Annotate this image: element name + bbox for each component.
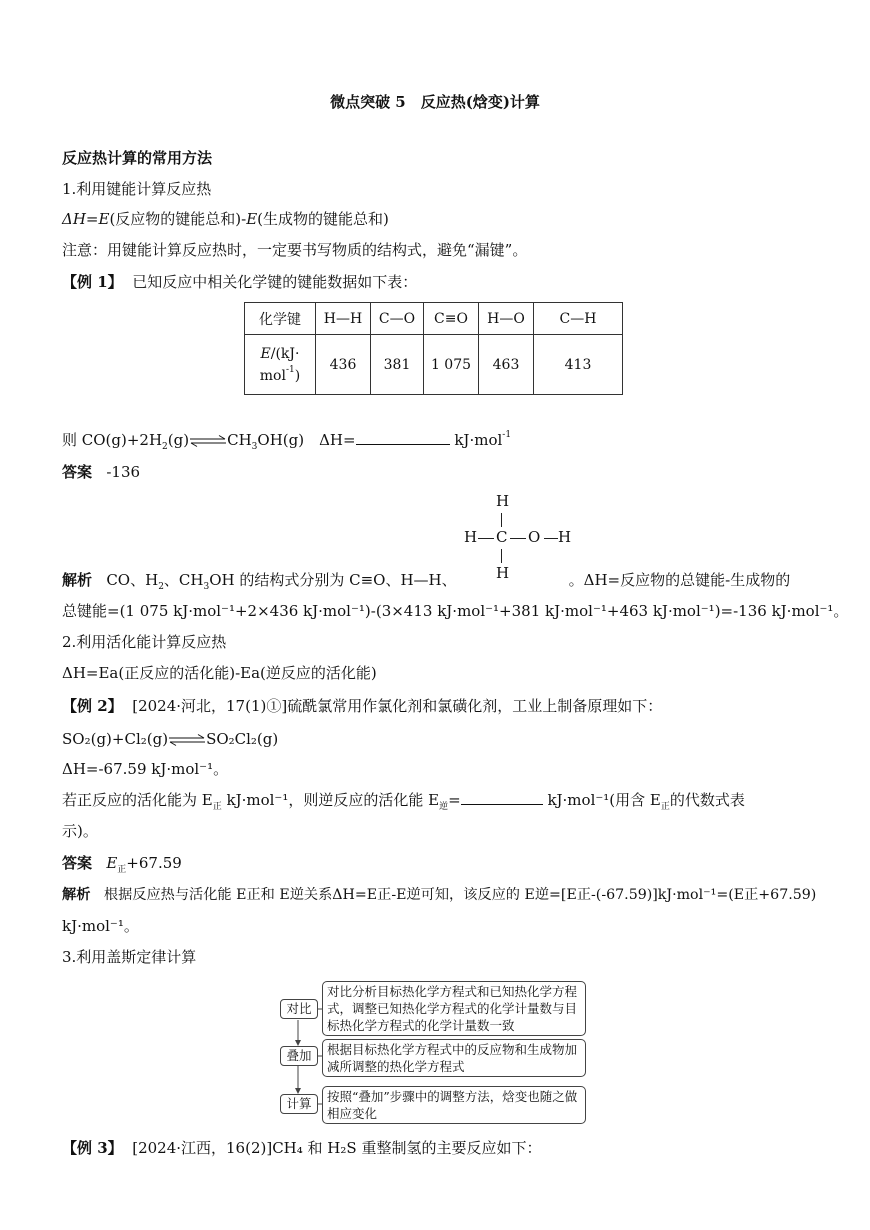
table-value: 1 075	[424, 335, 479, 395]
table-bond: H—H	[316, 303, 371, 335]
example1-prompt: 【例 1】 已知反应中相关化学键的键能数据如下表：	[62, 273, 418, 291]
bond-energy-table	[244, 302, 623, 395]
method2-heading: 2.利用活化能计算反应热	[62, 633, 227, 651]
example2-dh: ΔH=-67.59 kJ·mol⁻¹。	[62, 760, 229, 778]
example1-analysis-line2: 总键能=(1 075 kJ·mol⁻¹+2×436 kJ·mol⁻¹)-(3×413 kJ·mol⁻¹+381 kJ·mol⁻¹+463 kJ·mol⁻¹)=-136 kJ·mol⁻¹。	[62, 602, 849, 620]
page-title: 微点突破 5 反应热(焓变)计算	[330, 93, 540, 111]
method1-heading: 1.利用键能计算反应热	[62, 180, 212, 198]
example3-tag: 【例 3】	[62, 1139, 123, 1157]
table-bond: H—O	[479, 303, 534, 335]
example2-answer: 答案 $E_正+67.59$	[62, 854, 182, 875]
table-value: 381	[371, 335, 424, 395]
method1-formula: ΔH=E(反应物的键能总和)-E(生成物的键能总和)	[62, 210, 389, 228]
flow-desc-compare: 对比分析目标热化学方程式和已知热化学方程式，调整已知热化学方程式的化学计量数与目标热化学方程式的化学计量数一致	[322, 981, 586, 1036]
table-value: 413	[534, 335, 623, 395]
example1-tag: 【例 1】	[62, 273, 123, 291]
example2-question-line2: 示)。	[62, 822, 98, 840]
example1-analysis-line1: 解析 CO、$H_2$、$CH_3OH$ 的结构式分别为 C≡O、H—H、 。ΔH=反应物的总键能-生成物的	[62, 571, 791, 592]
example1-answer: 答案 -136	[62, 463, 141, 481]
equilibrium-arrow-icon	[168, 734, 206, 746]
equilibrium-arrow-icon	[189, 435, 227, 447]
method2-formula: ΔH=Ea(正反应的活化能)-Ea(逆反应的活化能)	[62, 664, 377, 682]
table-value: 436	[316, 335, 371, 395]
answer-blank	[356, 430, 450, 445]
flow-step-calc: 计算	[280, 1094, 318, 1114]
flow-step-compare: 对比	[280, 999, 318, 1019]
table-row-label: E/(kJ· mol$^{-1}$)	[245, 335, 316, 395]
section-heading: 反应热计算的常用方法	[62, 149, 213, 167]
method3-heading: 3.利用盖斯定律计算	[62, 948, 197, 966]
table-row	[245, 303, 623, 335]
methanol-structural-formula: H H C O H H	[464, 492, 572, 582]
flow-step-stack: 叠加	[280, 1046, 318, 1066]
method1-note: 注意：用键能计算反应热时，一定要书写物质的结构式，避免“漏键”。	[62, 241, 528, 259]
table-bond: C—O	[371, 303, 424, 335]
example2-equation: SO₂(g)+Cl₂(g) SO₂Cl₂(g)	[62, 730, 279, 748]
table-value: 463	[479, 335, 534, 395]
example2-tag: 【例 2】	[62, 697, 123, 715]
table-bond: C≡O	[424, 303, 479, 335]
example2-prompt: 【例 2】 [2024·河北，17(1)①]硫酰氯常用作氯化剂和氯磺化剂，工业上制备原理如下：	[62, 697, 663, 715]
table-row	[245, 335, 623, 395]
example1-question: 则 $CO(g)+2H_2(g)$ $CH_3OH(g)$ ΔH= kJ·mol$^{-1}$	[62, 430, 512, 452]
example2-question-line1: 若正反应的活化能为 $E_正$ kJ·mol⁻¹，则逆反应的活化能 $E_逆= kJ\cdot mol^{-1}$(用含 $E_正$的代数式表	[62, 791, 745, 812]
table-bond: C—H	[534, 303, 623, 335]
flow-desc-calc: 按照“叠加”步骤中的调整方法，焓变也随之做相应变化	[322, 1086, 586, 1124]
example3-prompt: 【例 3】 [2024·江西，16(2)]CH₄ 和 H₂S 重整制氢的主要反应如下：	[62, 1139, 542, 1157]
example2-analysis-line2: kJ·mol⁻¹。	[62, 917, 139, 935]
answer-blank	[461, 790, 543, 805]
hess-law-flowchart	[278, 980, 590, 1125]
table-header-label: 化学键	[245, 303, 316, 335]
example2-analysis-line1: 解析 根据反应热与活化能 E正和 E逆关系ΔH=E正-E逆可知，该反应的 E逆=[E正-(-67.59)]kJ·mol⁻¹=(E正+67.59)	[62, 887, 817, 903]
flow-desc-stack: 根据目标热化学方程式中的反应物和生成物加减所调整的热化学方程式	[322, 1039, 586, 1077]
